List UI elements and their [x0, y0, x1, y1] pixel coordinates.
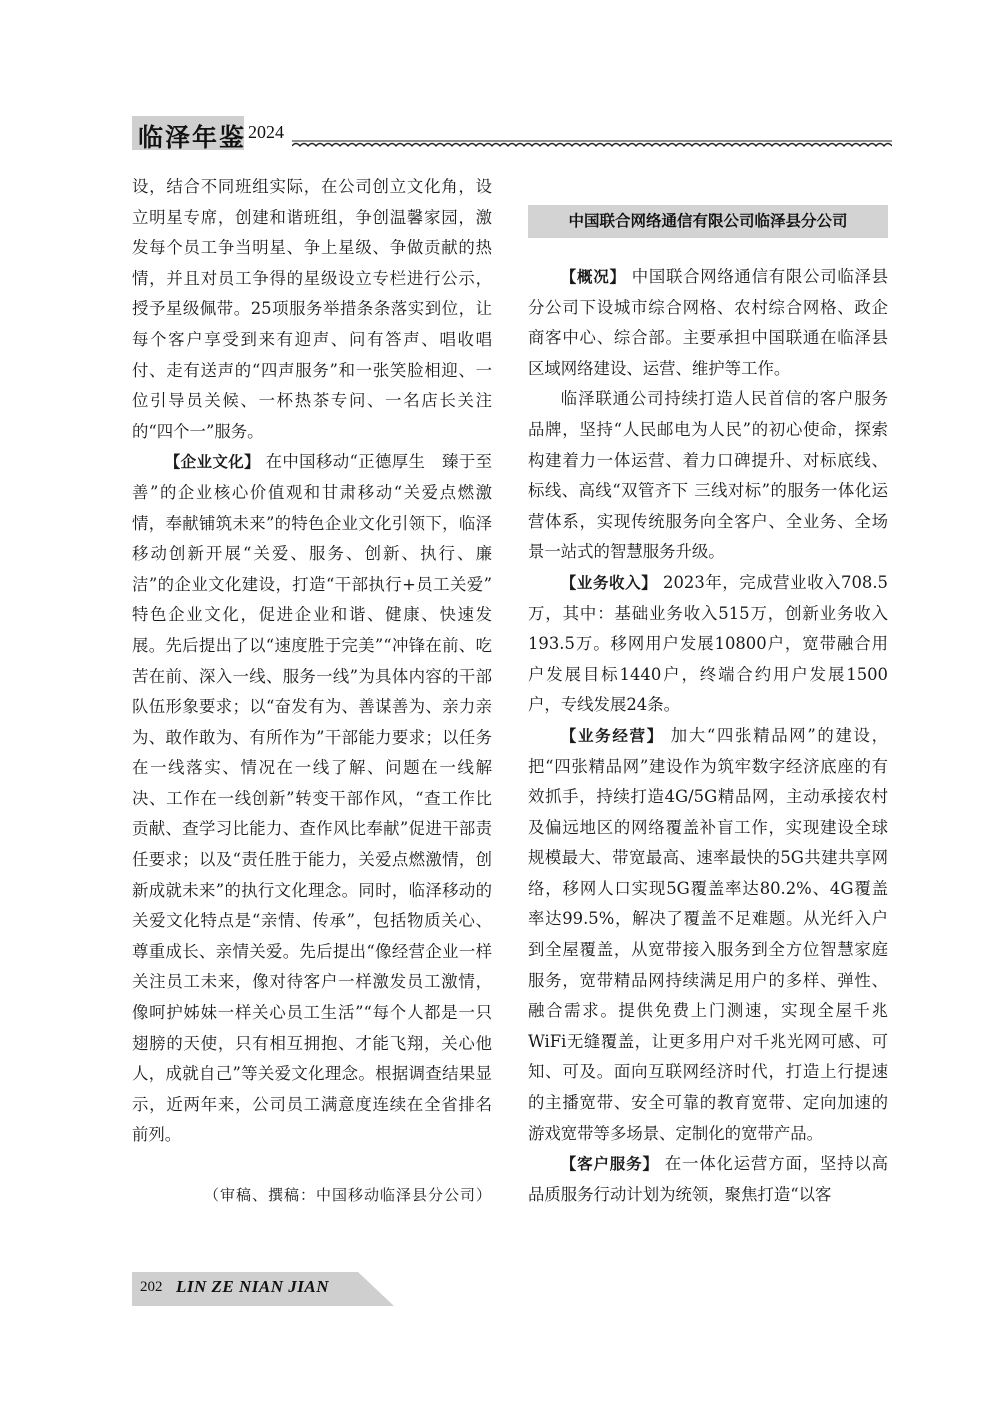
- section-tag-overview: 【概况】: [560, 268, 626, 286]
- paragraph-overview: [528, 262, 888, 384]
- section-tag-corporate-culture: 【企业文化】: [164, 453, 261, 472]
- section-title-bar: [528, 205, 888, 238]
- section-tag-customer-service: 【客户服务】: [560, 1155, 659, 1174]
- page-header: [132, 112, 892, 152]
- paragraph-customer-service: [528, 1149, 888, 1210]
- operations-text: 加大“四张精品网”的建设，把“四张精品网”建设作为筑牢数字经济底座的有效抓手，持续打造4G/5G精品网，主动承接农村及偏远地区的网络覆盖补盲工作，实现建设全球规模最大、带宽最高、速率最快的5G共建共享网络，移网人口实现5G覆盖率达80.2%、4G覆盖率达99.5%，解决了覆盖不足难题。从光纤入户到全屋覆盖，从宽带接入服务到全方位智慧家庭服务，宽带精品网持续满足用户的多样、弹性、融合需求。提供免费上门测速，实现全屋千兆WiFi无缝覆盖，让更多用户对千兆光网可感、可知、可及。面向互联网经济时代，打造上行提速的主播宽带、安全可靠的教育宽带、定向加速的游戏宽带等多场景、定制化的宽带产品。: [528, 725, 888, 1143]
- paragraph-corporate-culture: [132, 447, 492, 1151]
- left-column: [132, 172, 492, 1151]
- yearbook-year: 2024: [248, 122, 284, 142]
- customer-service-text: 在一体化运营方面，坚持以高品质服务行动计划为统领，聚焦打造“以客: [528, 1154, 888, 1204]
- section-tag-revenue: 【业务收入】: [560, 573, 658, 592]
- right-column: [528, 262, 888, 1210]
- page-number: 202: [140, 1279, 163, 1295]
- section-tag-operations: 【业务经营】: [560, 726, 664, 745]
- paragraph-service: 设，结合不同班组实际，在公司创立文化角，设立明星专席，创建和谐班组，争创温馨家园，激发每个员工争当明星、争上星级、争做贡献的热情，并且对员工争得的星级设立专栏进行公示，授予星级佩带。25项服务举措条条落实到位，让每个客户享受到来有迎声、问有答声、唱收唱付、走有送声的“四声服务”和一张笑脸相迎、一位引导员关候、一杯热茶专问、一名店长关注的“四个一”服务。: [132, 177, 492, 441]
- author-credit: （审稿、撰稿：中国移动临泽县分公司）: [203, 1186, 492, 1204]
- paragraph-overview-2: 临泽联通公司持续打造人民首信的客户服务品牌，坚持“人民邮电为人民”的初心使命，探索构建着力一体运营、着力口碑提升、对标底线、标线、高线“双管齐下 三线对标”的服务一体化运营体系，实现传统服务向全客户、全业务、全场景一站式的智慧服务升级。: [528, 389, 888, 562]
- yearbook-title: 临泽年鉴: [138, 123, 247, 152]
- header-wave-rule: [292, 138, 892, 150]
- paragraph-operations: [528, 721, 888, 1149]
- overview-text: 中国联合网络通信有限公司临泽县分公司下设城市综合网格、农村综合网格、政企商客中心、综合部。主要承担中国联通在临泽县区域网络建设、运营、维护等工作。: [528, 267, 888, 378]
- revenue-text: 2023年，完成营业收入708.5万，其中：基础业务收入515万，创新业务收入193.5万。移网用户发展10800户，宽带融合用户发展目标1440户，终端合约用户发展1500户，专线发展24条。: [528, 572, 888, 715]
- page-footer: [132, 1272, 394, 1306]
- publication-name: LIN ZE NIAN JIAN: [176, 1277, 329, 1296]
- section-title: 中国联合网络通信有限公司临泽县分公司: [568, 212, 848, 230]
- paragraph-revenue: [528, 568, 888, 721]
- corporate-culture-text: 在中国移动“正德厚生 臻于至善”的企业核心价值观和甘肃移动“关爱点燃激情，奉献铺筑未来”的特色企业文化引领下，临泽移动创新开展“关爱、服务、创新、执行、廉洁”的企业文化建设，打造“干部执行+员工关爱” 特色企业文化，促进企业和谐、健康、快速发展。先后提出了以“速度胜于完美”“冲锋在前、吃苦在前、深入一线、服务一线”为具体内容的干部队伍形象要求；以“奋发有为、善谋善为、亲力亲为、敢作敢为、有所作为”干部能力要求；以任务在一线落实、情况在一线了解、问题在一线解决、工作在一线创新”转变干部作风，“查工作比贡献、查学习比能力、查作风比奉献”促进干部责任要求；以及“责任胜于能力，关爱点燃激情，创新成就未来”的执行文化理念。同时，临泽移动的关爱文化特点是“亲情、传承”，包括物质关心、尊重成长、亲情关爱。先后提出“像经营企业一样关注员工未来，像对待客户一样激发员工激情，像呵护姊妹一样关心员工生活”“每个人都是一只翅膀的天使，只有相互拥抱、才能飞翔，关心他人，成就自己”等关爱文化理念。根据调查结果显示，近两年来，公司员工满意度连续在全省排名前列。: [132, 452, 492, 1145]
